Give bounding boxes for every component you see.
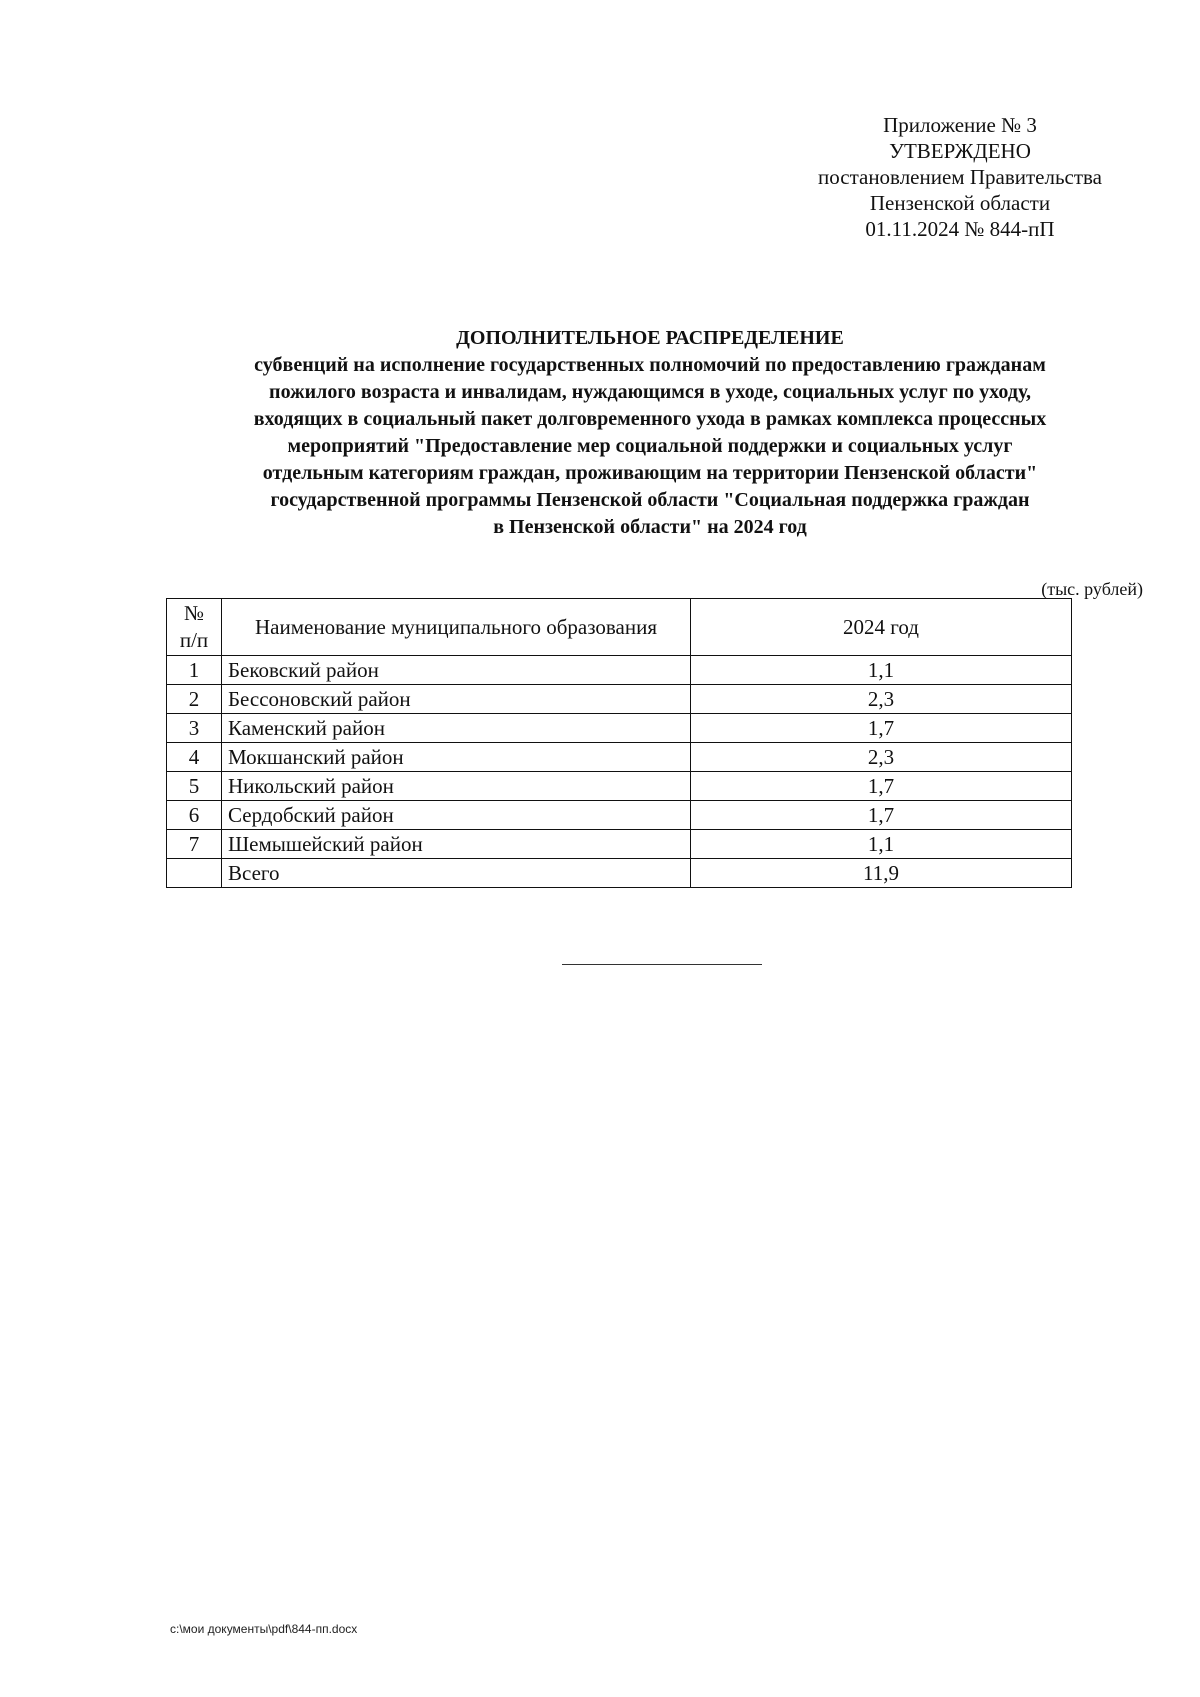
row-number: 1 — [167, 656, 222, 685]
units-note: (тыс. рублей) — [1041, 579, 1143, 599]
table-row — [167, 743, 1072, 772]
file-path-footer: c:\мои документы\pdf\844-пп.docx — [170, 1622, 358, 1636]
row-value: 1,7 — [691, 714, 1072, 743]
distribution-table — [166, 598, 1072, 888]
appendix-label: Приложение № 3 — [883, 113, 1037, 137]
approval-block — [752, 112, 1168, 242]
row-municipality: Шемышейский район — [222, 830, 691, 859]
row-municipality: Мокшанский район — [222, 743, 691, 772]
table-header-row — [167, 599, 1072, 656]
title-body: субвенций на исполнение государственных полномочий по предоставлению гражданам пожилого возраста и инвалидам, нуждающимся в уходе, социальных услуг по уходу, входящих в социальный пакет долговременного ухода в рамках комплекса процессных мероприятий "Предоставление мер социальной поддержки и социальных услуг отдельным категориям граждан, проживающим на территории Пензенской области" государственной программы Пензенской области "Социальная поддержка граждан в Пензенской области" на 2024 год — [253, 354, 1047, 538]
header-year: 2024 год — [691, 599, 1072, 656]
row-number: 2 — [167, 685, 222, 714]
row-municipality: Бековский район — [222, 656, 691, 685]
resolution-date-number: 01.11.2024 № 844-пП — [865, 217, 1055, 241]
approved-label: УТВЕРЖДЕНО — [889, 139, 1031, 163]
row-value: 2,3 — [691, 743, 1072, 772]
table-row — [167, 714, 1072, 743]
row-value: 1,7 — [691, 801, 1072, 830]
row-number: 4 — [167, 743, 222, 772]
table-row — [167, 685, 1072, 714]
row-number: 3 — [167, 714, 222, 743]
header-municipality: Наименование муниципального образования — [222, 599, 691, 656]
region-label: Пензенской области — [869, 191, 1051, 215]
resolution-label: постановлением Правительства — [817, 165, 1102, 189]
table-row — [167, 656, 1072, 685]
table-row — [167, 772, 1072, 801]
document-title — [100, 325, 1200, 541]
row-municipality: Сердобский район — [222, 801, 691, 830]
table-row — [167, 830, 1072, 859]
end-divider — [562, 964, 762, 965]
row-value: 1,1 — [691, 830, 1072, 859]
row-value: 2,3 — [691, 685, 1072, 714]
row-value: 1,1 — [691, 656, 1072, 685]
row-municipality: Никольский район — [222, 772, 691, 801]
row-number: 6 — [167, 801, 222, 830]
title-heading: ДОПОЛНИТЕЛЬНОЕ РАСПРЕДЕЛЕНИЕ — [456, 327, 844, 349]
row-number: 5 — [167, 772, 222, 801]
row-municipality: Каменский район — [222, 714, 691, 743]
row-value: 1,7 — [691, 772, 1072, 801]
total-number — [167, 859, 222, 888]
table-total-row — [167, 859, 1072, 888]
row-number: 7 — [167, 830, 222, 859]
total-label: Всего — [222, 859, 691, 888]
table-row — [167, 801, 1072, 830]
row-municipality: Бессоновский район — [222, 685, 691, 714]
total-value: 11,9 — [691, 859, 1072, 888]
header-number: № п/п — [167, 599, 222, 656]
